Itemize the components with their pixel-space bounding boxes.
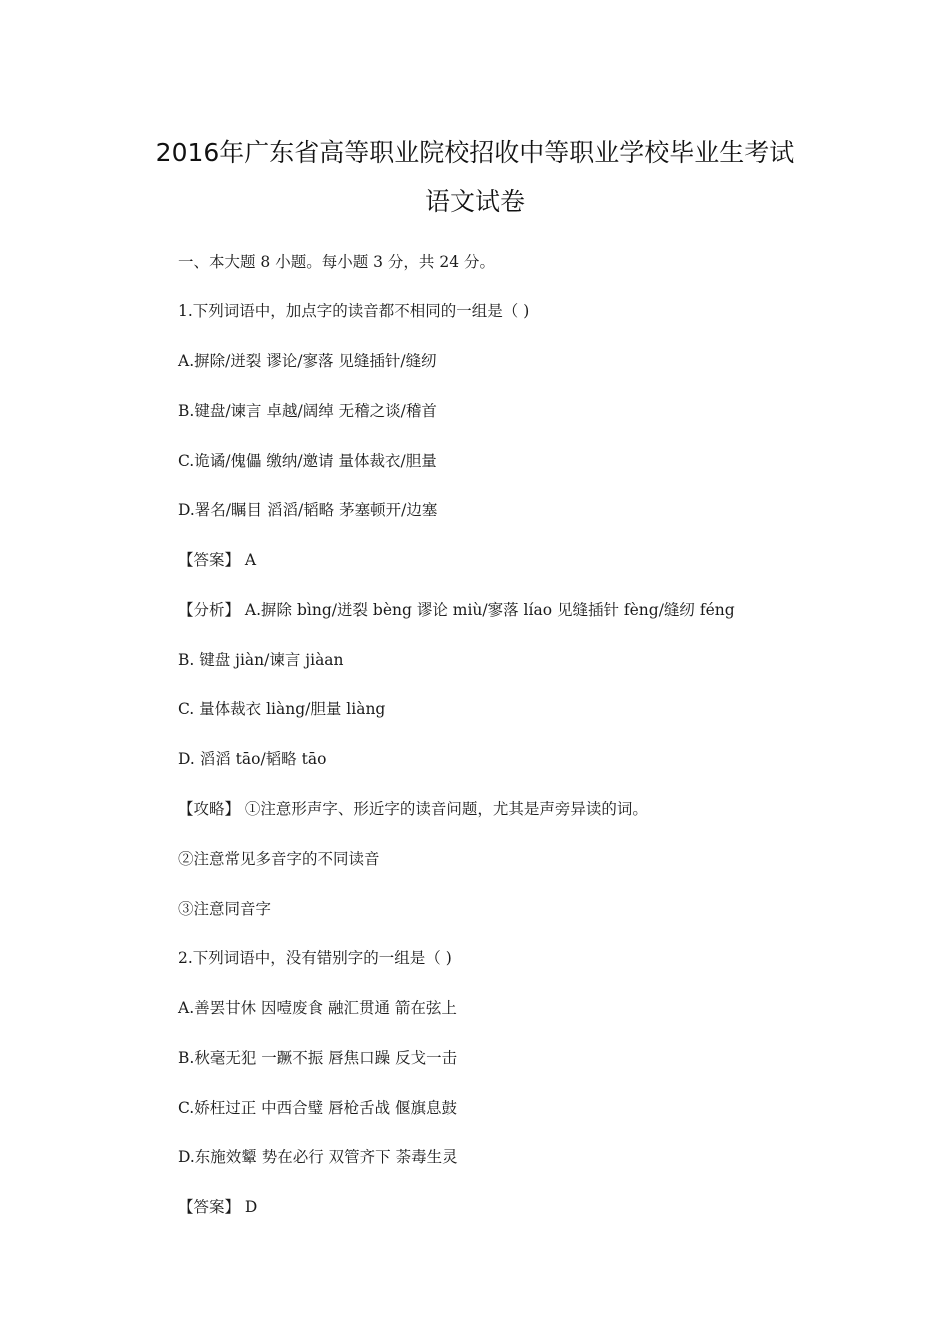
question-1-option-c: C.诡谲/傀儡 缴纳/邀请 量体裁衣/胆量	[178, 452, 437, 470]
document-title: 2016年广东省高等职业院校招收中等职业学校毕业生考试	[155, 138, 795, 167]
section-heading: 一、本大题 8 小题。每小题 3 分，共 24 分。	[178, 253, 496, 271]
question-1-analysis: 【分析】 A.摒除 bìng/迸裂 bèng 谬论 miù/寥落 líao 见缝插针 fèng/缝纫 féng	[178, 601, 735, 619]
question-1-option-b: B.键盘/谏言 卓越/阔绰 无稽之谈/稽首	[178, 402, 437, 420]
question-2-option-c: C.娇枉过正 中西合璧 唇枪舌战 偃旗息鼓	[178, 1099, 458, 1117]
question-1-stem: 1.下列词语中，加点字的读音都不相同的一组是（ )	[178, 302, 530, 320]
question-1-option-a: A.摒除/迸裂 谬论/寥落 见缝插针/缝纫	[178, 352, 437, 370]
question-2-answer: 【答案】 D	[178, 1198, 258, 1216]
question-2-option-b: B.秋毫无犯 一蹶不振 唇焦口躁 反戈一击	[178, 1049, 458, 1067]
document-subtitle: 语文试卷	[424, 187, 525, 216]
question-1-option-d: D.署名/瞩目 滔滔/韬略 茅塞顿开/边塞	[178, 501, 438, 519]
analysis-line-b: B. 键盘 jiàn/谏言 jiàan	[178, 651, 344, 669]
analysis-line-d: D. 滔滔 tāo/韬略 tāo	[178, 750, 327, 768]
question-2-option-a: A.善罢甘休 因噎废食 融汇贯通 箭在弦上	[178, 999, 457, 1017]
question-1-strategy: 【攻略】 ①注意形声字、形近字的读音问题，尤其是声旁异读的词。	[178, 800, 648, 818]
question-1-answer: 【答案】 A	[178, 551, 257, 569]
strategy-point-2: ②注意常见多音字的不同读音	[178, 850, 380, 868]
strategy-point-3: ③注意同音字	[178, 900, 272, 918]
question-2-option-d: D.东施效颦 势在必行 双管齐下 荼毒生灵	[178, 1148, 458, 1166]
question-2-stem: 2.下列词语中，没有错别字的一组是（ )	[178, 949, 452, 967]
analysis-line-c: C. 量体裁衣 liàng/胆量 liàng	[178, 700, 386, 718]
